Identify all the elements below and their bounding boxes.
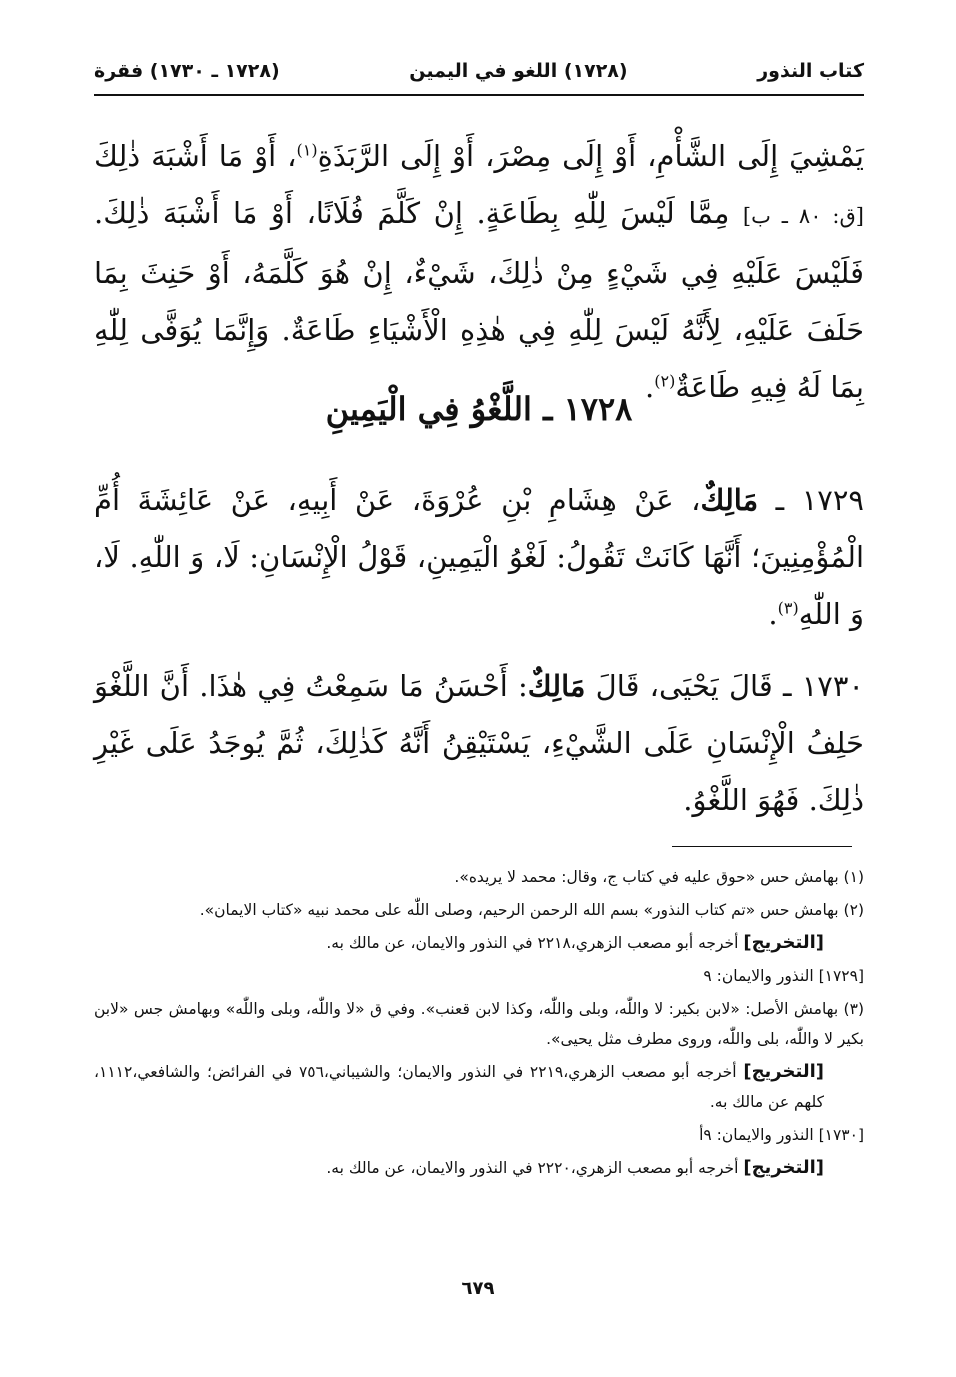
- footnote-ref-1: (١): [296, 140, 318, 160]
- running-head-paragraphs: (١٧٢٨ ـ ١٧٣٠) فقرة: [94, 60, 280, 82]
- page-number: ٦٧٩: [461, 1278, 495, 1299]
- hadith-text-2: : أَحْسَنُ مَا سَمِعْتُ فِي هٰذَا. أَنَّ اللَّغْوَ حَلِفُ الْإِنْسَانِ عَلَى الشَّيْءِ، يَسْتَيْقِنُ أَنَّهُ كَذٰلِكَ، ثُمَّ يُوجَدُ عَلَى غَيْرِ ذٰلِكَ. فَهُوَ اللَّغْوُ.: [94, 669, 864, 817]
- takhrij-note-2: [94, 1057, 864, 1117]
- header-divider: [94, 94, 864, 96]
- passage-text-4: .: [645, 370, 655, 404]
- hadith-number: ١٧٣٠ ـ: [772, 669, 864, 703]
- takhrij-text: أخرجه أبو مصعب الزهري،٢٢٢٠ في النذور والايمان، عن مالك به.: [326, 1159, 744, 1177]
- hadith-1729-paragraph: [94, 472, 864, 643]
- running-head-chapter: كتاب النذور: [757, 60, 864, 82]
- opening-passage: [94, 128, 864, 416]
- footnote-ref-3: (٣): [777, 598, 799, 618]
- narrator-name: مَالِكٌ: [700, 483, 759, 517]
- footnote-1: (١) بهامش حس «حوق عليه في كتاب ج، وقال: محمد لا يريده».: [454, 868, 864, 886]
- passage-text-2: ، أَوْ مَا أَشْبَهَ ذٰلِكَ: [94, 139, 297, 173]
- footnote-divider: [672, 846, 852, 847]
- cross-reference-1729: [١٧٢٩] النذور والايمان: ٩: [703, 967, 864, 985]
- section-heading: ١٧٢٨ ـ اللَّغْوُ فِي الْيَمِينِ: [325, 390, 633, 428]
- hadith-text-1: قَالَ يَحْيَى، قَالَ: [585, 669, 773, 703]
- hadith-number: ١٧٢٩ ـ: [758, 483, 865, 517]
- running-head: [94, 56, 864, 86]
- manuscript-folio-mark: [ق: ٨٠ ـ ب]: [742, 204, 864, 228]
- running-head-section: (١٧٢٨) اللغو في اليمين: [409, 60, 628, 82]
- hadith-1730: [94, 658, 864, 829]
- takhrij-label: [التخريج]: [743, 1061, 824, 1082]
- passage-text-3: مِمَّا لَيْسَ لِلّٰهِ بِطَاعَةٍ. إِنْ كَلَّمَ فُلَانًا، أَوْ مَا أَشْبَهَ ذٰلِكَ. فَلَيْسَ عَلَيْهِ فِي شَيْءٍ مِنْ ذٰلِكَ، شَيْءٌ، إِنْ هُوَ كَلَّمَهُ، أَوْ حَنِثَ بِمَا حَلَفَ عَلَيْهِ، لِأَنَّهُ لَيْسَ لِلّٰهِ فِي هٰذِهِ الْأَشْيَاءِ طَاعَةٌ. وَإِنَّمَا يُوَفَّى لِلّٰهِ بِمَا لَهُ فِيهِ طَاعَةٌ: [94, 196, 864, 404]
- hadith-end: .: [768, 597, 778, 631]
- hadith-text: ، عَنْ هِشَامِ بْنِ عُرْوَةَ، عَنْ أَبِيهِ، عَنْ عَائِشَةَ أُمِّ الْمُؤْمِنِينَ؛ أَنَّهَا كَانَتْ تَقُولُ: لَغْوُ الْيَمِينِ، قَوْلُ الْإِنْسَانِ: لَا، وَ اللّٰهِ. لَا، وَ اللّٰهِ: [94, 483, 864, 631]
- hadith-1729: [94, 472, 864, 643]
- takhrij-label: [التخريج]: [743, 1157, 824, 1178]
- takhrij-text: أخرجه أبو مصعب الزهري،٢٢١٨ في النذور والايمان، عن مالك به.: [326, 934, 744, 952]
- footnote-3: (٣) بهامش الأصل: «لابن بكير: لا واللّٰه، وبلى واللّٰه، وكذا لابن قعنب». وفي ق «لا واللّٰه، وبلى واللّٰه» وبهامش جس «لابن بكير لا واللّٰه، بلى واللّٰه، وروى مطرف مثل يحيى».: [94, 1000, 864, 1048]
- footnote-2: (٢) بهامش حس «تم كتاب النذور» بسم الله الرحمن الرحيم، وصلى اللّٰه على محمد نبيه «كتاب الايمان».: [199, 901, 864, 919]
- narrator-name: مَالِكٌ: [527, 669, 586, 703]
- opening-paragraph: [94, 128, 864, 416]
- takhrij-note-1: [94, 928, 864, 958]
- takhrij-label: [التخريج]: [743, 932, 824, 953]
- takhrij-note-3: [94, 1153, 864, 1183]
- takhrij-text: أخرجه أبو مصعب الزهري،٢٢١٩ في النذور والايمان؛ والشيباني،٧٥٦ في الفرائض؛ والشافعي،١١١٢، كلهم عن مالك به.: [94, 1063, 824, 1111]
- footnote-ref-2: (٢): [654, 371, 676, 391]
- footnotes: [94, 862, 864, 1186]
- cross-reference-1730: [١٧٣٠] النذور والايمان: ٩أ: [699, 1126, 864, 1144]
- passage-text-1: يَمْشِيَ إِلَى الشَّأْمِ، أَوْ إِلَى مِصْرَ، أَوْ إِلَى الرَّبَذَةِ: [317, 139, 864, 173]
- hadith-1730-paragraph: [94, 658, 864, 829]
